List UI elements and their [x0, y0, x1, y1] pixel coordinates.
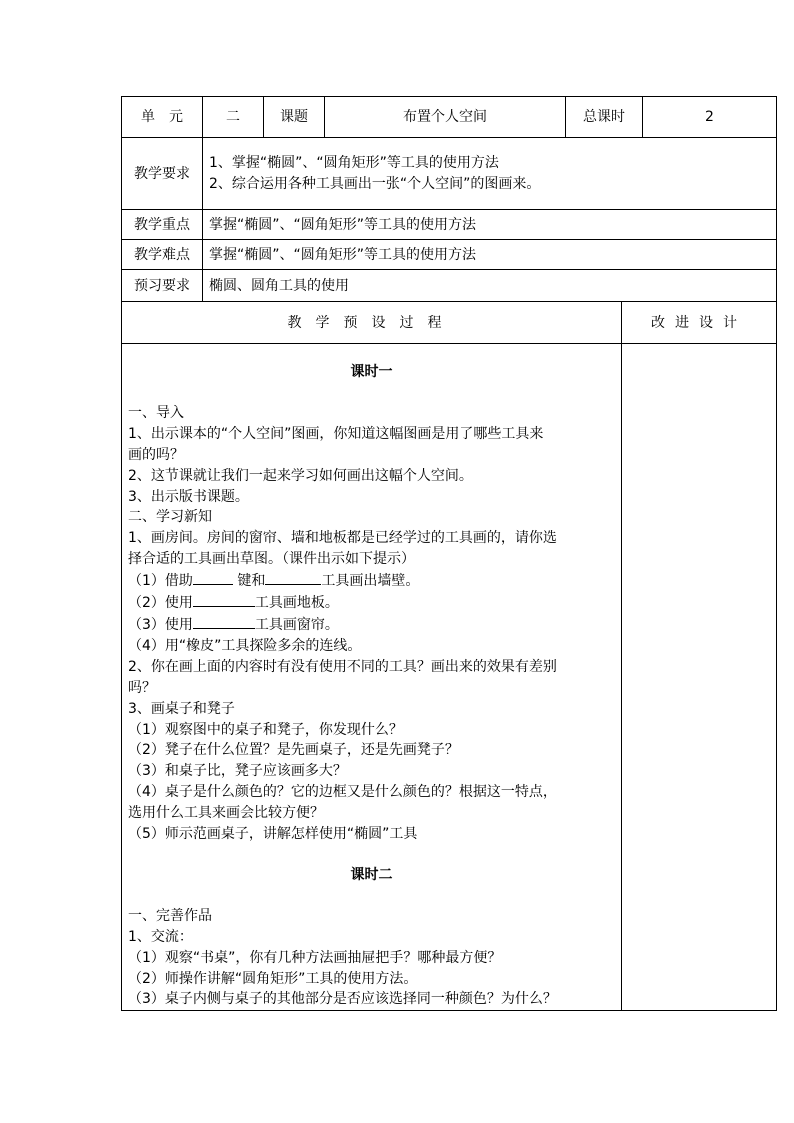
lesson1-line-with-blanks	[128, 570, 615, 592]
lesson1-line: 选用什么工具来画会比较方便？	[128, 805, 324, 822]
lesson1-line: （2）凳子在什么位置？是先画桌子，还是先画凳子？	[128, 742, 459, 759]
lesson1-line: 1、画房间。房间的窗帘、墙和地板都是已经学过的工具画的，请你选	[128, 530, 557, 547]
lesson1-line: （4）桌子是什么颜色的？它的边框又是什么颜色的？根据这一特点，	[128, 784, 557, 801]
process-content	[122, 344, 622, 1011]
lesson1-line: （1）观察图中的桌子和凳子，你发现什么？	[128, 721, 403, 738]
hours-value: 2	[643, 97, 777, 138]
lesson1-line: 1、出示课本的“个人空间”图画，你知道这幅图画是用了哪些工具来	[128, 425, 544, 442]
text-segment: （2）使用	[128, 595, 193, 612]
lesson2-line: （1）观察“书桌”，你有几种方法画抽屉把手？哪种最方便？	[128, 949, 502, 966]
preview-label: 预习要求	[122, 270, 203, 302]
lesson1-title: 课时一	[350, 364, 393, 380]
requirements-label: 教学要求	[122, 138, 203, 210]
lesson1-line: 一、导入	[128, 404, 184, 421]
lesson1-line: 3、画桌子和凳子	[128, 700, 235, 717]
preview-value: 椭圆、圆角工具的使用	[203, 270, 777, 302]
fill-blank	[265, 570, 321, 585]
lesson1-line: 2、你在画上面的内容时有没有使用不同的工具？画出来的效果有差别	[128, 658, 557, 675]
text-segment: 工具画地板。	[254, 595, 339, 612]
lesson1-line: （4）用“橡皮”工具探险多余的连线。	[128, 637, 362, 654]
lesson2-line: （3）桌子内侧与桌子的其他部分是否应该选择同一种颜色？为什么？	[128, 991, 557, 1008]
lesson2-line: 一、完善作品	[128, 907, 212, 924]
text-segment: （3）使用	[128, 616, 193, 633]
fill-blank	[193, 570, 233, 585]
key-points-row	[122, 210, 777, 240]
key-points-value: 掌握“椭圆”、“圆角矩形”等工具的使用方法	[203, 210, 777, 240]
requirement-line-1: 1、掌握“椭圆”、“圆角矩形”等工具的使用方法	[209, 154, 499, 171]
hours-label: 总课时	[566, 97, 643, 138]
topic-label: 课题	[264, 97, 325, 138]
process-column-header: 教学预设过程	[122, 302, 622, 344]
column-header-row	[122, 302, 777, 344]
lesson1-line: （5）师示范画桌子，讲解怎样使用“椭圆”工具	[128, 826, 418, 843]
text-segment: 工具画窗帘。	[254, 616, 339, 633]
text-segment: 键和	[237, 573, 266, 590]
lesson1-line: 二、学习新知	[128, 509, 212, 526]
difficulties-row	[122, 240, 777, 270]
content-row	[122, 344, 777, 1011]
difficulties-label: 教学难点	[122, 240, 203, 270]
lesson2-title: 课时二	[350, 866, 393, 883]
fill-blank	[193, 592, 255, 607]
lesson1-line-with-blanks	[128, 614, 615, 636]
fill-blank	[193, 614, 255, 629]
lesson-plan-table	[121, 96, 777, 1011]
lesson1-line: 3、出示版书课题。	[128, 488, 249, 505]
lesson1-line: 吗？	[128, 679, 156, 696]
lesson1-line: 2、这节课就让我们一起来学习如何画出这幅个人空间。	[128, 467, 473, 484]
unit-label: 单 元	[122, 97, 203, 138]
topic-value: 布置个人空间	[325, 97, 566, 138]
requirements-row	[122, 138, 777, 210]
lesson2-line: 1、交流：	[128, 928, 193, 945]
header-row	[122, 97, 777, 138]
text-segment: （1）借助	[128, 573, 193, 590]
improve-content	[622, 344, 777, 1011]
lesson2-line: （2）师操作讲解“圆角矩形”工具的使用方法。	[128, 970, 418, 987]
difficulties-value: 掌握“椭圆”、“圆角矩形”等工具的使用方法	[203, 240, 777, 270]
lesson1-line-with-blanks	[128, 592, 615, 614]
lesson1-line: （3）和桌子比，凳子应该画多大？	[128, 763, 347, 780]
text-segment: 工具画出墙壁。	[321, 573, 420, 590]
improve-column-header: 改进设计	[622, 302, 777, 344]
preview-row	[122, 270, 777, 302]
key-points-label: 教学重点	[122, 210, 203, 240]
lesson1-line: 择合适的工具画出草图。（课件出示如下提示）	[128, 551, 415, 568]
lesson1-line: 画的吗？	[128, 446, 184, 463]
requirement-line-2: 2、综合运用各种工具画出一张“个人空间”的图画来。	[209, 175, 541, 192]
unit-value: 二	[203, 97, 264, 138]
requirements-value	[203, 138, 777, 210]
